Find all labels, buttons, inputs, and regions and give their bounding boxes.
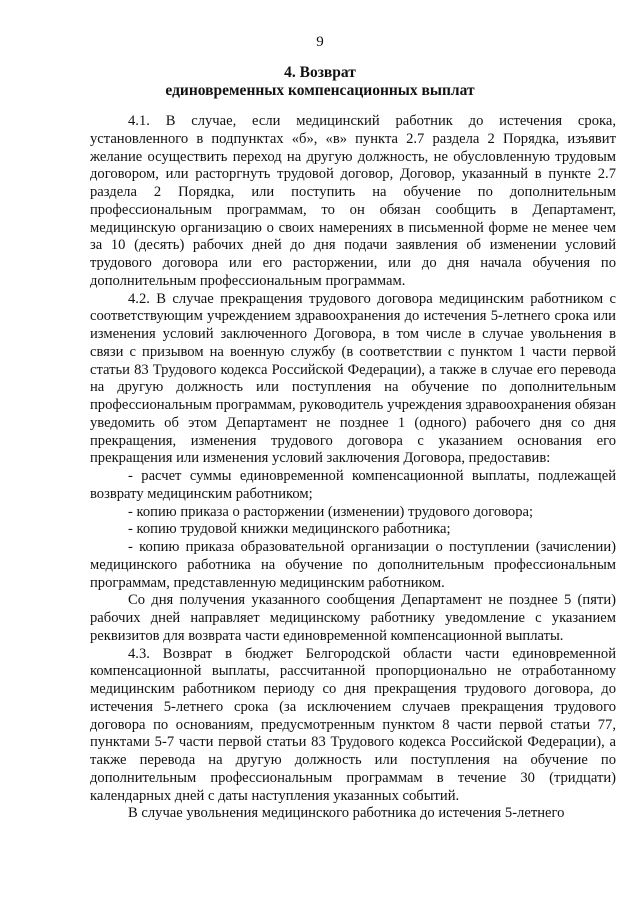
section-subheading: единовременных компенсационных выплат: [165, 82, 475, 99]
document-body: [90, 113, 616, 823]
paragraph-dismissal: В случае увольнения медицинского работника до истечения 5-летнего: [128, 805, 565, 822]
paragraph-4-3: 4.3. Возврат в бюджет Белгородской области части единовременной компенсационной выплаты, рассчитанной пропорционально не отработанному медицинским работником периоду со дня прекращения трудового договора, до истечения 5-летнего срока (за исключением случаев прекращения трудового договора по основаниям, предусмотренным пунктом 8 части первой статьи 77, пунктами 5-7 части первой статьи 83 Трудового кодекса Российской Федерации), а также перевода на другую должность или поступления на обучение по дополнительным профессиональным программам в течение 30 (тридцати) календарных дней с даты наступления указанных событий.: [90, 645, 616, 804]
list-item-workbook-copy: - копию трудовой книжки медицинского работника;: [128, 521, 451, 538]
paragraph-4-2: 4.2. В случае прекращения трудового договора медицинским работником с соответствующим учреждением здравоохранения до истечения 5-летнего срока или изменения условий заключенного Договора, в том числе в случае увольнения в связи с призывом на военную службу (в соответствии с пунктом 1 части первой статьи 83 Трудового кодекса Российской Федерации), а также в случае его перевода на другую должность или поступления на обучение по дополнительным профессиональным программам, руководитель учреждения здравоохранения обязан уведомить об этом Департамент не позднее 1 (одного) рабочего дня со дня прекращения, изменения трудового договора с указанием основания его прекращения или изменения условий заключения Договора, предоставив:: [90, 290, 616, 467]
list-item-enrollment-order-copy: - копию приказа образовательной организации о поступлении (зачислении) медицинского работника на обучение по дополнительным профессиональным программам, представленную медицинским работником.: [90, 539, 616, 591]
section-heading: 4. Возврат: [284, 64, 356, 81]
paragraph-4-1: 4.1. В случае, если медицинский работник до истечения срока, установленного в подпунктах «б», «в» пункта 2.7 раздела 2 Порядка, изъявит желание осуществить переход на другую должность, не обусловленную трудовым договором, или расторгнуть трудовой договор, Договор, указанный в пункте 2.7 раздела 2 Порядка, или поступить на обучение по дополнительным профессиональным программам, то он обязан сообщить в Департамент, медицинскую организацию о своих намерениях в письменной форме не менее чем за 10 (десять) рабочих дней до дня подачи заявления об изменении условий трудового договора или его расторжении, или до дня начала обучения по дополнительным профессиональным программам.: [90, 113, 616, 289]
page-number: 9: [316, 34, 324, 50]
paragraph-notification: Со дня получения указанного сообщения Департамент не позднее 5 (пяти) рабочих дней направляет медицинскому работнику уведомление с указанием реквизитов для возврата части единовременной компенсационной выплаты.: [90, 592, 616, 644]
list-item-calculation: - расчет суммы единовременной компенсационной выплаты, подлежащей возврату медицинским работником;: [90, 468, 616, 502]
list-item-order-copy: - копию приказа о расторжении (изменении) трудового договора;: [128, 503, 534, 520]
